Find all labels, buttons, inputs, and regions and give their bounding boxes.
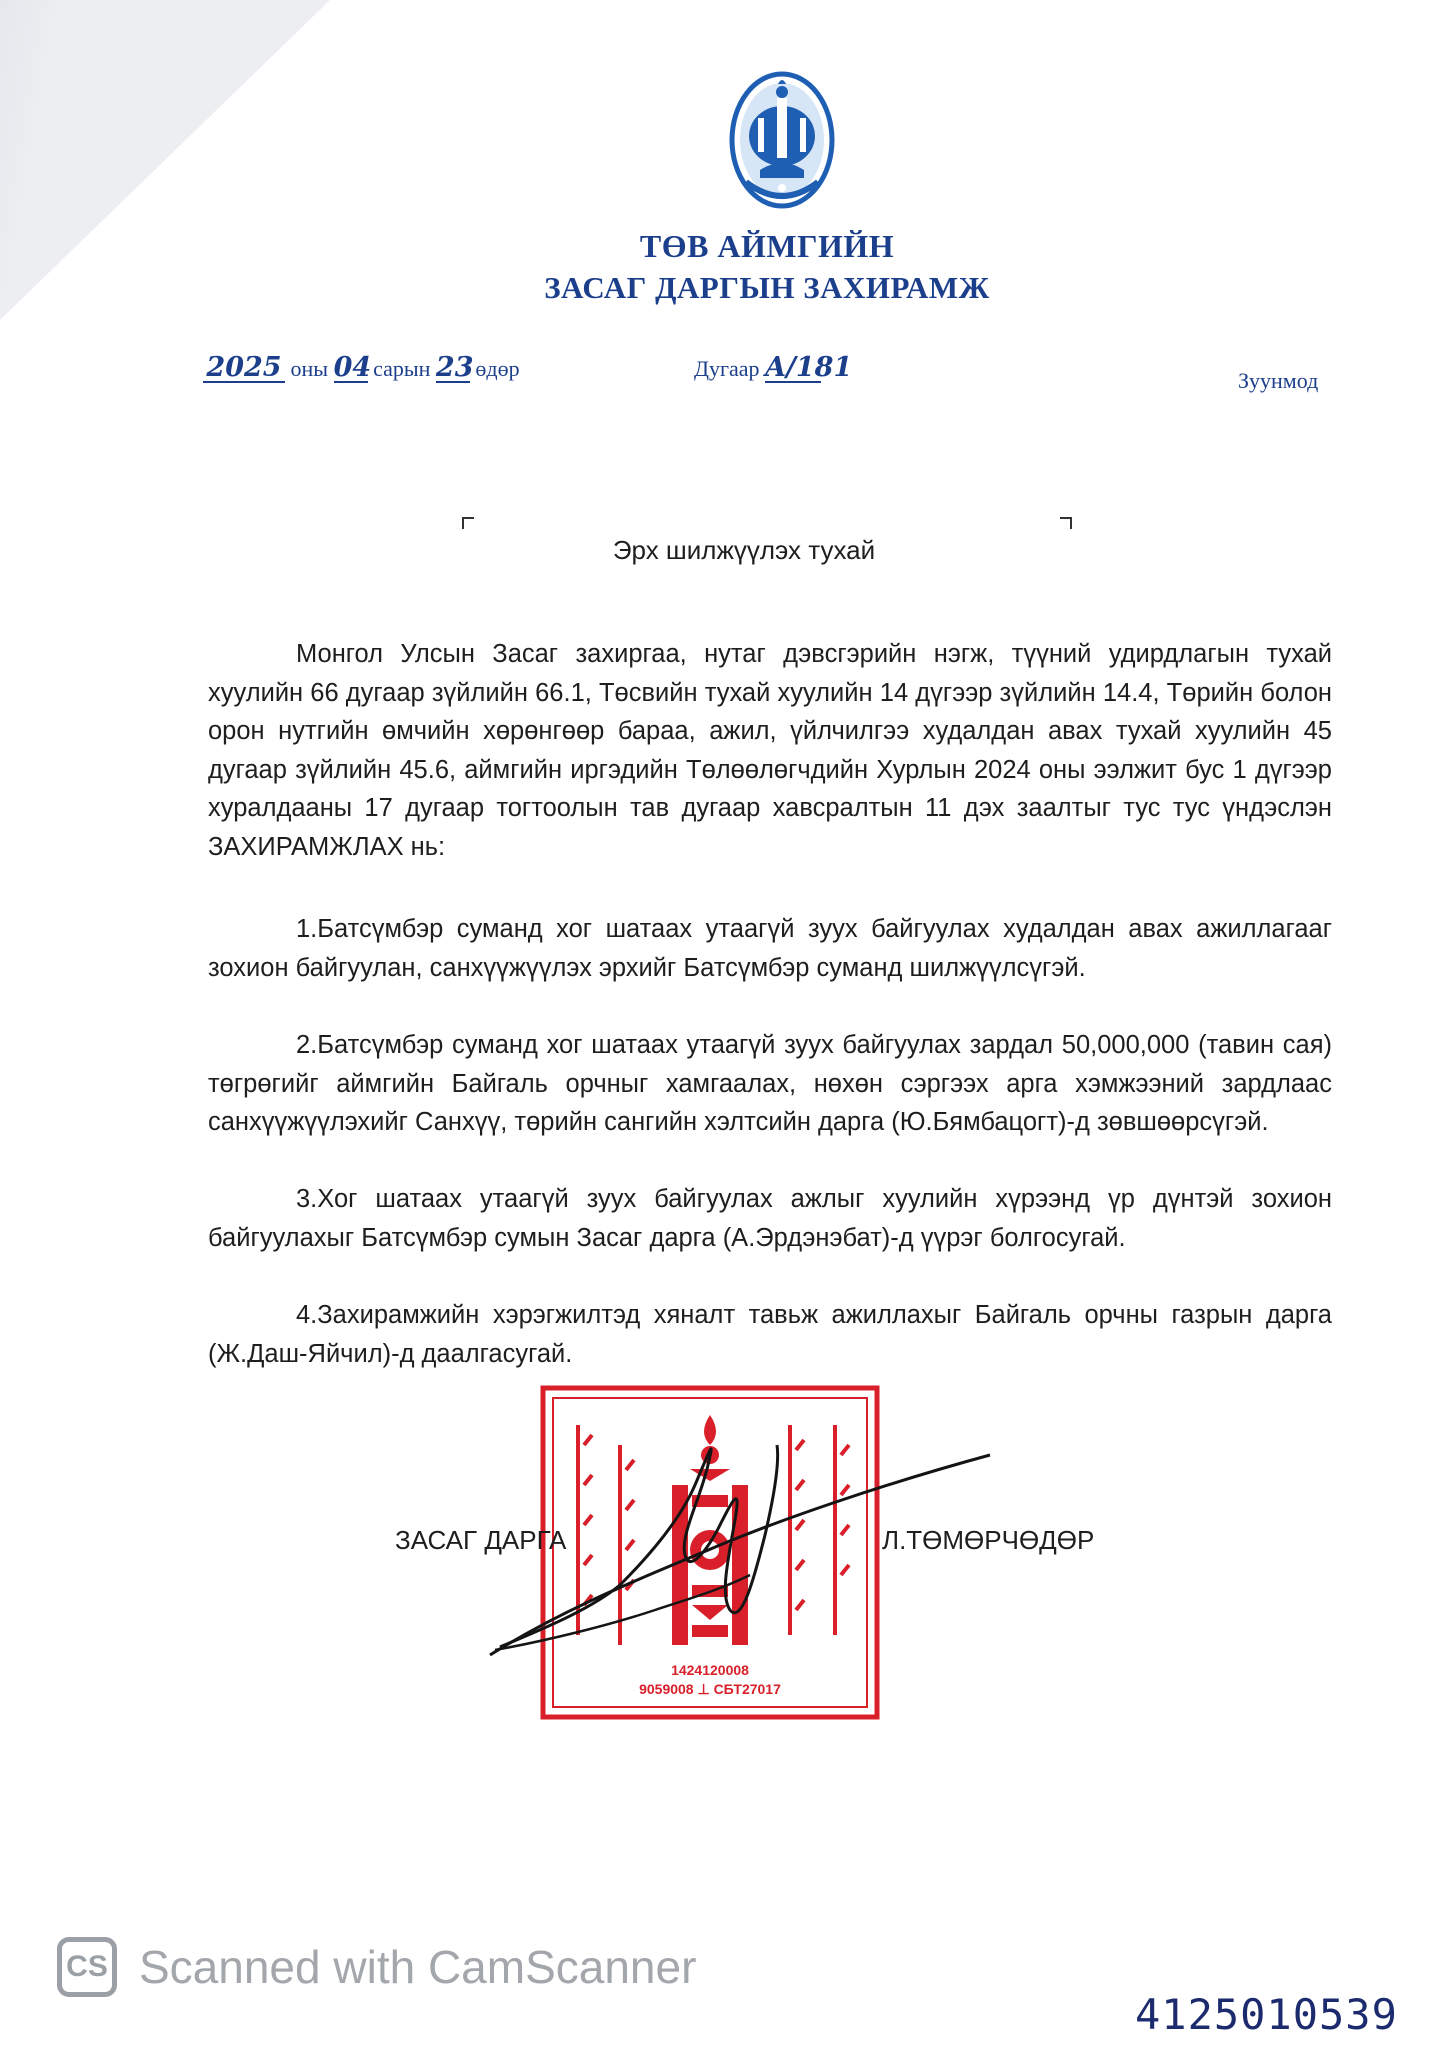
seal-number-2: 9059008 ⊥ СБТ27017 — [639, 1681, 781, 1697]
signatory-name: Л.ТӨМӨРЧӨДӨР — [882, 1525, 1095, 1555]
order-item-4 — [208, 1296, 1332, 1373]
camscanner-logo-icon: CS — [57, 1937, 117, 1997]
order-item-2 — [208, 1026, 1332, 1142]
header-line-2: ЗАСАГ ДАРГЫН ЗАХИРАМЖ — [544, 270, 990, 305]
order-item-4-text: 4.Захирамжийн хэрэгжилтэд хяналт тавьж ажиллахыг Байгаль орчны газрын дарга (Ж.Даш-Яйчил)-д даалгасугай. — [208, 1301, 1332, 1368]
title-bracket-right — [1060, 517, 1072, 529]
stamped-serial-number: 4125010539 — [1135, 1990, 1398, 2039]
date-day: 23 — [435, 352, 474, 383]
date-year: 2025 — [203, 355, 285, 383]
handwritten-signature-icon — [480, 1425, 1000, 1665]
order-item-1-text: 1.Батсүмбэр суманд хог шатаах утаагүй зуух байгуулах худалдан авах ажиллагааг зохион байгуулан, санхүүжүүлэх эрхийг Батсүмбэр суманд шилжүүлсүгэй. — [208, 915, 1332, 982]
order-item-1 — [208, 910, 1332, 987]
camscanner-watermark — [57, 1932, 696, 2002]
order-item-3-text: 3.Хог шатаах утаагүй зуух байгуулах ажлыг хуулийн хүрээнд үр дүнтэй зохион байгуулахыг Батсүмбэр сумын Засаг дарга (А.Эрдэнэбат)-д үүрэг болгосугай. — [208, 1185, 1332, 1252]
order-item-2-text: 2.Батсүмбэр суманд хог шатаах утаагүй зуух байгуулах зардал 50,000,000 (тавин сая) төгрөгийг аймгийн Байгаль орчныг хамгаалах, нөхөн сэргээх арга хэмжээний зардлаас санхүүжүүлэхийг Санхүү, төрийн сангийн хэлтсийн дарга (Ю.Бямбацогт)-д зөвшөөрсүгэй. — [208, 1031, 1332, 1136]
preamble-paragraph — [208, 635, 1332, 866]
seal-number-1: 1424120008 — [671, 1662, 749, 1678]
signatory-title: ЗАСАГ ДАРГА — [395, 1525, 567, 1555]
order-item-3 — [208, 1180, 1332, 1257]
document-title: Эрх шилжүүлэх тухай — [612, 535, 876, 565]
date-month: 04 — [333, 352, 372, 383]
state-emblem-icon — [728, 70, 836, 210]
camscanner-text: Scanned with CamScanner — [139, 1941, 697, 1993]
header-line-1: ТӨВ АЙМГИЙН — [639, 228, 895, 264]
title-bracket-left — [462, 517, 474, 529]
date-year-suffix: оны — [290, 356, 329, 381]
number-label: Дугаар — [694, 356, 760, 381]
document-number: A/181 — [765, 352, 853, 383]
city: Зуунмод — [1238, 368, 1319, 393]
date-day-suffix: өдөр — [475, 356, 520, 381]
date-month-suffix: сарын — [373, 356, 431, 381]
document-number-block — [694, 352, 853, 395]
date-block — [203, 352, 520, 395]
preamble-text: Монгол Улсын Засаг захиргаа, нутаг дэвсгэрийн нэгж, түүний удирдлагын тухай хуулийн 66 дугаар зүйлийн 66.1, Төсвийн тухай хуулийн 14 дүгээр зүйлийн 14.4, Төрийн болон орон нутгийн өмчийн хөрөнгөөр бараа, ажил, үйлчилгээ худалдан авах тухай хуулийн 45 дугаар зүйлийн 45.6, аймгийн иргэдийн Төлөөлөгчдийн Хурлын 2024 оны ээлжит бус 1 дүгээр хуралдааны 17 дугаар тогтоолын тав дугаар хавсралтын 11 дэх заалтыг тус тус үндэслэн ЗАХИРАМЖЛАХ нь: — [208, 640, 1332, 861]
